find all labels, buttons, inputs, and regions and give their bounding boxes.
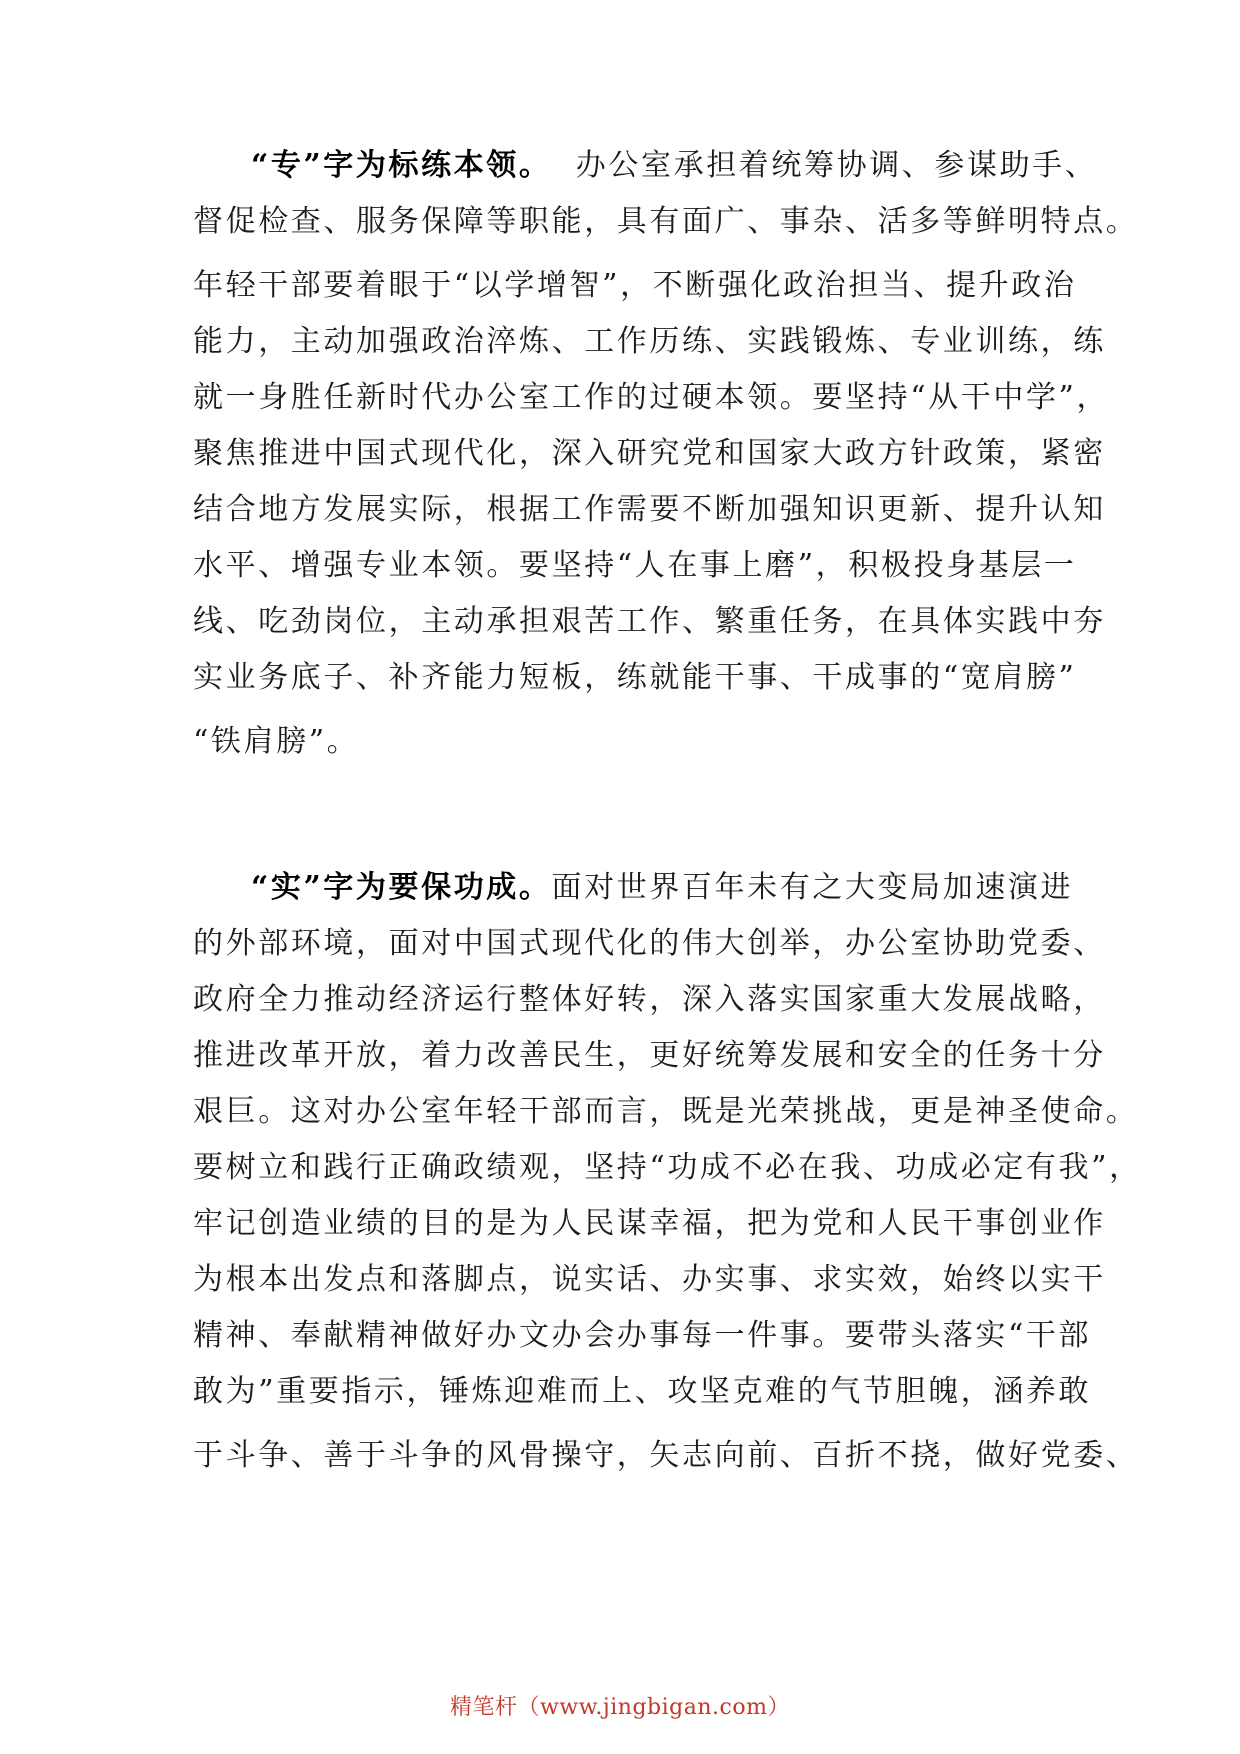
paragraph-line: 水平、增强专业本领。要坚持“人在事上磨”，积极投身基层一 (193, 548, 1077, 583)
paragraph-line: 年轻干部要着眼于“以学增智”，不断强化政治担当、提升政治 (193, 268, 1077, 303)
paragraph-line: 精神、奉献精神做好办文办会办事每一件事。要带头落实“干部 (193, 1318, 1092, 1353)
paragraph-line: 推进改革开放，着力改善民生，更好统筹发展和安全的任务十分 (193, 1038, 1106, 1073)
paragraph-lead-heading: “专”字为标练本领。 (251, 148, 552, 183)
paragraph-line: “铁肩膀”。 (193, 724, 360, 759)
paragraph-first-line (193, 860, 1073, 916)
footer-watermark: 精笔杆（www.jingbigan.com） (450, 1695, 790, 1720)
paragraph-line: 结合地方发展实际，根据工作需要不断加强知识更新、提升认知 (193, 492, 1106, 527)
paragraph-shi (193, 860, 1142, 1484)
paragraph-line: 要树立和践行正确政绩观，坚持“功成不必在我、功成必定有我”， (193, 1150, 1142, 1185)
paragraph-line: 艰巨。这对办公室年轻干部而言，既是光荣挑战，更是神圣使命。 (193, 1094, 1139, 1129)
paragraph-line: 为根本出发点和落脚点，说实话、办实事、求实效，始终以实干 (193, 1262, 1106, 1297)
paragraph-line: 线、吃劲岗位，主动承担艰苦工作、繁重任务，在具体实践中夯 (193, 604, 1106, 639)
paragraph-line: 的外部环境，面对中国式现代化的伟大创举，办公室协助党委、 (193, 926, 1106, 961)
paragraph-line: 敢为”重要指示，锤炼迎难而上、攻坚克难的气节胆魄，涵养敢 (193, 1374, 1092, 1409)
paragraph-line: 政府全力推动经济运行整体好转，深入落实国家重大发展战略， (193, 982, 1106, 1017)
paragraph-line: 就一身胜任新时代办公室工作的过硬本领。要坚持“从干中学”， (193, 380, 1110, 415)
paragraph-line-text: 办公室承担着统筹协调、参谋助手、 (551, 148, 1098, 183)
paragraph-lead-heading: “实”字为要保功成。 (251, 870, 552, 905)
paragraph-zhuan (193, 138, 1139, 770)
paragraph-first-line (193, 138, 1098, 194)
paragraph-line: 督促检查、服务保障等职能，具有面广、事杂、活多等鲜明特点。 (193, 204, 1139, 239)
paragraph-line-text: 面对世界百年未有之大变局加速演进 (551, 870, 1074, 905)
paragraph-line: 聚焦推进中国式现代化，深入研究党和国家大政方针政策，紧密 (193, 436, 1106, 471)
paragraph-line: 实业务底子、补齐能力短板，练就能干事、干成事的“宽肩膀” (193, 660, 1077, 695)
paragraph-line: 能力，主动加强政治淬炼、工作历练、实践锻炼、专业训练，练 (193, 324, 1106, 359)
paragraph-line: 牢记创造业绩的目的是为人民谋幸福，把为党和人民干事创业作 (193, 1206, 1106, 1241)
paragraph-line: 于斗争、善于斗争的风骨操守，矢志向前、百折不挠，做好党委、 (193, 1438, 1139, 1473)
